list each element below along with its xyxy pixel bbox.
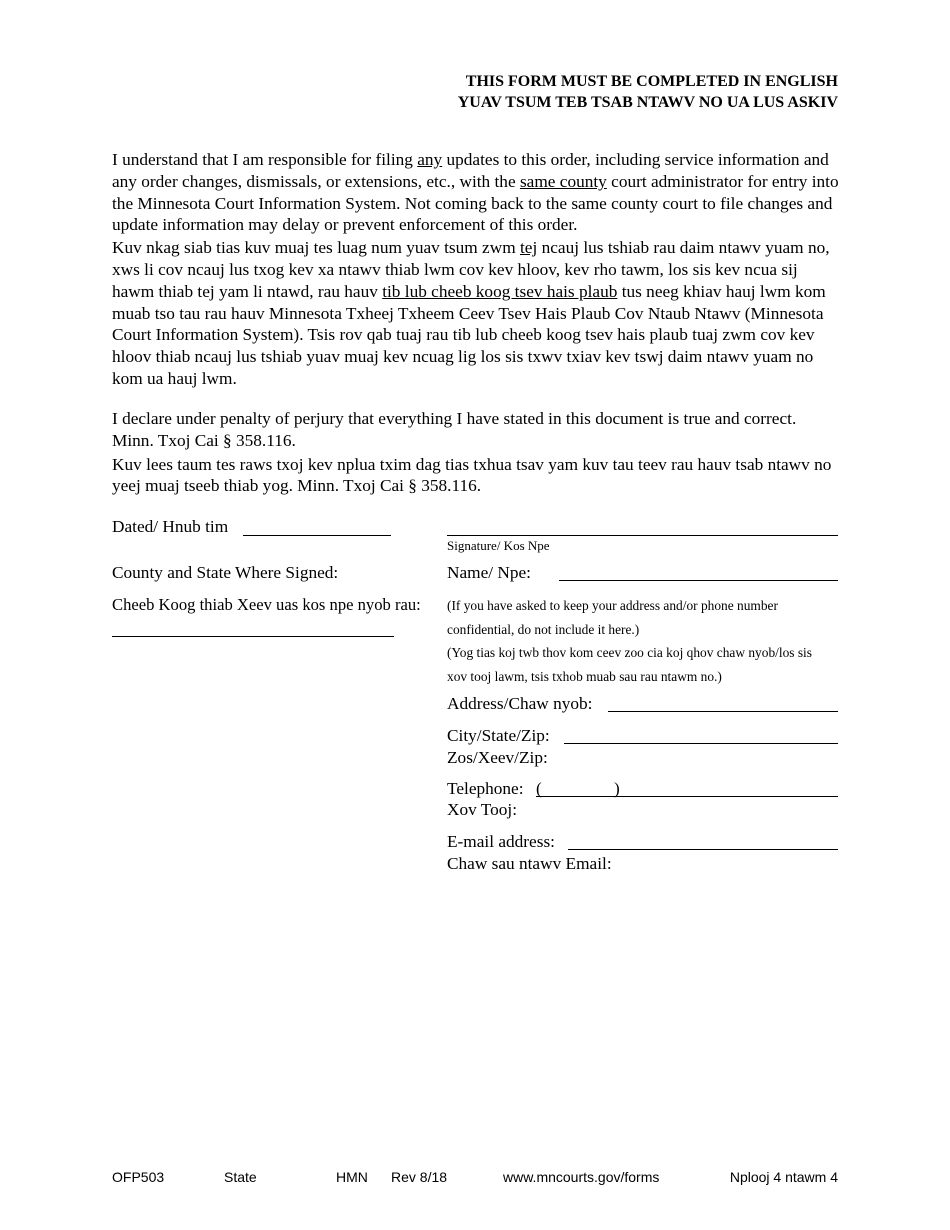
header-english-notice: THIS FORM MUST BE COMPLETED IN ENGLISH (465, 73, 838, 90)
footer-page-number: Nplooj 4 ntawm 4 (729, 1169, 838, 1185)
county-state-field[interactable] (112, 636, 394, 637)
perjury-hmong: Kuv lees taum tes raws txoj kev nplua txim dag tias txhua tsav yam kuv tau teev rau hauv tsab ntawv no yeej muaj tseeb thiab yog. Minn. Txoj Cai § 358.116. (112, 454, 832, 496)
footer-url: www.mncourts.gov/forms (503, 1169, 660, 1185)
address-field[interactable] (608, 711, 838, 712)
name-field[interactable] (559, 580, 838, 581)
telephone-label-hmong: Xov Tooj: (447, 800, 518, 819)
footer-form-id: OFP503 (112, 1169, 165, 1185)
county-state-label: County and State Where Signed: (112, 563, 339, 582)
footer-state: State (224, 1169, 257, 1185)
responsibility-english: I understand that I am responsible for filing any updates to this order, including service information and any order changes, dismissals, or extensions, etc., with the same county court administrator for entry into the Minnesota Court Information System. Not coming back to the same county court to file changes and update information may delay or prevent enforcement of this order. (112, 150, 839, 235)
telephone-area-close: ) (614, 779, 620, 798)
email-field[interactable] (568, 849, 838, 850)
perjury-english: I declare under penalty of perjury that everything I have stated in this document is true and correct. Minn. Txoj Cai § 358.116. (112, 409, 797, 450)
responsibility-statement (112, 149, 842, 390)
dated-field[interactable] (243, 535, 391, 536)
perjury-declaration (112, 408, 842, 497)
city-state-zip-field[interactable] (564, 743, 838, 744)
confidential-notice: (If you have asked to keep your address and/or phone number confidential, do not include it here.) (Yog tias koj twb thov kom ceev zoo cia koj qhov chaw nyob/los sis xov tooj lawm, tsis txhob muab sau rau ntawm no.) (447, 598, 812, 684)
signature-label: Signature/ Kos Npe (447, 538, 550, 553)
dated-label: Dated/ Hnub tim (112, 517, 229, 536)
county-state-label-hmong: Cheeb Koog thiab Xeev uas kos npe nyob rau: (112, 595, 421, 614)
city-state-zip-label-hmong: Zos/Xeev/Zip: (447, 748, 548, 767)
header-hmong-notice: YUAV TSUM TEB TSAB NTAWV NO UA LUS ASKIV (457, 94, 838, 111)
responsibility-hmong: Kuv nkag siab tias kuv muaj tes luag num yuav tsum zwm tej ncauj lus tshiab rau daim ntawv yuam no, xws li cov ncauj lus txog kev xa ntawv thiab lwm cov kev hloov, kev rho tawm, los sis kev ncua sij hawm thiab tej yam li ntawd, rau hauv tib lub cheeb koog tsev hais plaub tus neeg khiav hauj lwm kom muab tso tau rau hauv Minnesota Txheej Txheem Ceev Tsev Hais Plaub Cov Ntaub Ntawv (Minnesota Court Information System). Tsis rov qab tuaj rau tib lub cheeb koog tsev hais plaub tuaj zwm cov kev hloov thiab ncauj lus tshiab yuav muaj kev ncuag lig los sis txwv txiav kev tswj daim ntawv yuam no kom ua hauj lwm. (112, 238, 830, 388)
address-label: Address/Chaw nyob: (447, 694, 593, 713)
footer-revision: Rev 8/18 (391, 1169, 448, 1185)
telephone-area-open: ( (536, 779, 542, 798)
email-label: E-mail address: (447, 832, 555, 851)
telephone-label: Telephone: (447, 779, 524, 798)
city-state-zip-label: City/State/Zip: (447, 726, 550, 745)
email-label-hmong: Chaw sau ntawv Email: (447, 854, 612, 873)
name-label: Name/ Npe: (447, 563, 531, 582)
signature-field[interactable] (447, 535, 838, 536)
footer-language: HMN (336, 1169, 368, 1185)
form-header (458, 71, 838, 113)
telephone-field[interactable] (536, 796, 838, 797)
